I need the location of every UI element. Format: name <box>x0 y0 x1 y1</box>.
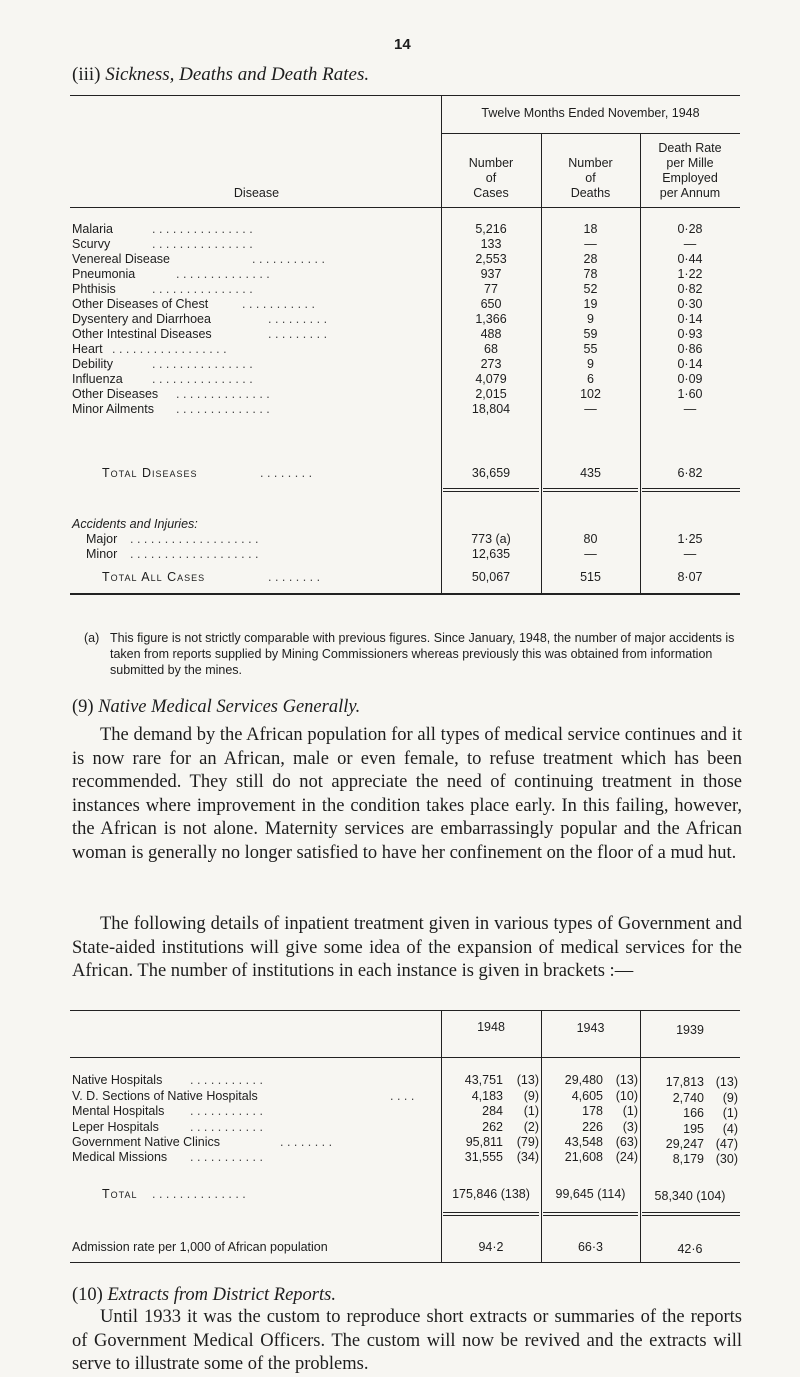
col-rate-header <box>640 141 740 201</box>
accident-label: Major <box>86 532 118 546</box>
cases-value: 1,366 <box>475 312 507 326</box>
table-row <box>72 282 740 297</box>
year-header: 1943 <box>576 1021 605 1035</box>
leader-dots: . . . . . . . . . . . . . . . . . . . <box>130 532 259 546</box>
leader-dots: . . . . . . . . . . . . . . . <box>152 357 253 371</box>
section-10-title: Extracts from District Reports. <box>107 1285 336 1305</box>
disease-name: Malaria <box>72 222 113 236</box>
paragraph-extracts: Until 1933 it was the custom to reproduce short extracts or summaries of the reports of Government Medical Officers. The custom will now be revived and the extracts will serve to illustrate some of the problems. <box>72 1307 742 1374</box>
col-deaths-line: Deaths <box>570 186 611 200</box>
value-1939: 29,247 <box>665 1137 704 1151</box>
count-1939: (4) <box>722 1122 738 1136</box>
rate-value: — <box>683 237 697 251</box>
admission-rate-label: Admission rate per 1,000 of African population <box>72 1240 328 1254</box>
value-1939: 166 <box>683 1106 704 1120</box>
admission-1948: 94·2 <box>478 1240 504 1254</box>
disease-name: Heart <box>72 342 103 356</box>
rate-value: 0·44 <box>677 252 703 266</box>
leader-dots: . . . . . . . . . . . . . . . <box>152 282 253 296</box>
value-1943: 226 <box>582 1120 603 1134</box>
cases-value: 650 <box>480 297 502 311</box>
rate-value: 0·93 <box>677 327 703 341</box>
leader-dots: . . . . . . . . <box>280 1135 333 1149</box>
count-1939: (47) <box>715 1137 738 1151</box>
cases-value: 18,804 <box>471 402 511 416</box>
value-1943: 43,548 <box>564 1135 603 1149</box>
cases-value: 2,553 <box>475 252 507 266</box>
cases-value: 488 <box>480 327 502 341</box>
count-1943: (3) <box>622 1120 638 1134</box>
section-9-heading <box>72 697 360 718</box>
rate-value: 0·86 <box>677 342 703 356</box>
deaths-value: 9 <box>587 312 594 326</box>
cases-value: 2,015 <box>475 387 507 401</box>
value-1943: 178 <box>582 1104 603 1118</box>
cases-value: 5,216 <box>475 222 507 236</box>
rate-value: 0·14 <box>677 312 703 326</box>
table-row <box>72 387 740 402</box>
total-1943: 99,645 (114) <box>555 1187 626 1201</box>
paragraph-demand: The demand by the African population for all types of medical service continues and it is now rare for an African, male or even female, to refuse treatment which has been recommended. They still do not appreciate the need of continuing treatment in those instances where improvement in the condition takes place early. In this failing, however, the African is not alone. Maternity services are embarrassingly popular and the African woman is generally no longer satisfied to have her confinement on the floor of a mud hut. <box>72 725 742 863</box>
leader-dots: . . . . . . . . <box>268 570 321 584</box>
leader-dots: . . . . . . . . . . . <box>190 1073 263 1087</box>
total-diseases-label: Total Diseases <box>102 466 198 480</box>
disease-name: Other Diseases <box>72 387 159 401</box>
table-row <box>72 297 740 312</box>
rate-value: 0·14 <box>677 357 703 371</box>
deaths-value: 9 <box>587 357 594 371</box>
leader-dots: . . . . . . . . . . . . . . <box>176 402 270 416</box>
accident-label: Minor <box>86 547 118 561</box>
leader-dots: . . . . <box>390 1089 415 1103</box>
accident-deaths: — <box>584 547 597 561</box>
table-row <box>72 327 740 342</box>
table-row <box>72 402 740 417</box>
rate-value: 1·22 <box>677 267 703 281</box>
count-1943: (1) <box>622 1104 638 1118</box>
col-rate-line: Employed <box>662 171 718 185</box>
rate-value: — <box>683 402 697 416</box>
footnote-label: (a) <box>84 631 100 645</box>
total-all-cases: 50,067 <box>471 570 511 584</box>
count-1948: (79) <box>516 1135 539 1149</box>
value-1943: 29,480 <box>564 1073 603 1087</box>
cases-value: 133 <box>480 237 502 251</box>
total-all-rate: 8·07 <box>677 570 703 584</box>
institution-label: Native Hospitals <box>72 1073 163 1087</box>
total-all-label: Total All Cases <box>102 570 206 584</box>
footnote-text: This figure is not strictly comparable with previous figures. Since January, 1948, the number of major accidents is taken from reports supplied by Mining Commissioners whereas previously this was obtained from information submitted by the mines. <box>110 631 735 677</box>
cases-value: 273 <box>480 357 502 371</box>
admission-1939: 42·6 <box>677 1242 703 1256</box>
deaths-value: — <box>584 237 597 251</box>
rate-value: 0·30 <box>677 297 703 311</box>
leader-dots: . . . . . . . . . . . <box>242 297 315 311</box>
value-1939: 195 <box>683 1122 704 1136</box>
cases-value: 77 <box>484 282 498 296</box>
rate-value: 0·82 <box>677 282 703 296</box>
cases-value: 4,079 <box>475 372 507 386</box>
count-1948: (9) <box>523 1089 539 1103</box>
value-1939: 8,179 <box>672 1152 704 1166</box>
leader-dots: . . . . . . . . . <box>268 327 328 341</box>
table-row <box>72 252 740 267</box>
count-1943: (13) <box>615 1073 638 1087</box>
count-1948: (2) <box>523 1120 539 1134</box>
col-cases-line: of <box>485 171 497 185</box>
deaths-value: 28 <box>583 252 598 266</box>
deaths-value: 52 <box>583 282 598 296</box>
value-1948: 4,183 <box>471 1089 503 1103</box>
accidents-heading: Accidents and Injuries: <box>72 517 198 531</box>
cases-value: 68 <box>484 342 498 356</box>
footnote <box>84 630 740 678</box>
col-deaths-header <box>541 156 640 201</box>
total-all-deaths: 515 <box>580 570 601 584</box>
table-row <box>72 372 740 387</box>
cases-value: 937 <box>480 267 502 281</box>
col-rate-line: per Mille <box>666 156 714 170</box>
rate-value: 1·60 <box>677 387 703 401</box>
value-1948: 284 <box>482 1104 503 1118</box>
institution-label: Government Native Clinics <box>72 1135 220 1149</box>
group-header: Twelve Months Ended November, 1948 <box>481 106 700 120</box>
leader-dots: . . . . . . . . . . . . . . . <box>152 222 253 236</box>
col-cases-line: Number <box>468 156 514 170</box>
total-1948: 175,846 (138) <box>452 1187 530 1201</box>
leader-dots: . . . . . . . . . <box>268 312 328 326</box>
accident-cases: 773 (a) <box>471 532 511 546</box>
deaths-value: 78 <box>583 267 598 281</box>
accident-cases: 12,635 <box>471 547 511 561</box>
table-row <box>72 267 740 282</box>
table-row <box>72 357 740 372</box>
count-1948: (1) <box>523 1104 539 1118</box>
leader-dots: . . . . . . . . . . . . . . . . . <box>112 342 227 356</box>
disease-name: Other Diseases of Chest <box>72 297 209 311</box>
disease-rows <box>72 222 740 417</box>
deaths-value: 59 <box>583 327 598 341</box>
page-number: 14 <box>394 36 411 53</box>
section-9-title: Native Medical Services Generally. <box>98 697 361 717</box>
section-title: Sickness, Deaths and Death Rates. <box>105 64 370 85</box>
section-heading <box>72 64 369 86</box>
col-rate-line: Death Rate <box>658 141 722 155</box>
table-row <box>72 342 740 357</box>
section-number: (iii) <box>72 64 101 85</box>
deaths-value: 6 <box>587 372 594 386</box>
leader-dots: . . . . . . . . . . . <box>190 1104 263 1118</box>
deaths-value: 18 <box>583 222 598 236</box>
total-diseases-rate: 6·82 <box>677 466 703 480</box>
accident-rate: — <box>683 547 697 561</box>
year-header: 1939 <box>676 1023 704 1037</box>
accident-deaths: 80 <box>583 532 598 546</box>
leader-dots: . . . . . . . . . . . . . . <box>176 267 270 281</box>
institution-label: V. D. Sections of Native Hospitals <box>72 1089 258 1103</box>
rate-value: 0·09 <box>677 372 703 386</box>
table-row <box>72 312 740 327</box>
col-cases-header <box>441 156 541 201</box>
year-header: 1948 <box>477 1020 505 1034</box>
table-row <box>72 222 740 237</box>
accident-rate: 1·25 <box>677 532 703 546</box>
leader-dots: . . . . . . . . . . . . . . . <box>152 237 253 251</box>
institution-label: Medical Missions <box>72 1150 168 1164</box>
disease-name: Minor Ailments <box>72 402 154 416</box>
leader-dots: . . . . . . . . . . . . . . <box>176 387 270 401</box>
section-10-number: (10) <box>72 1285 103 1305</box>
disease-name: Scurvy <box>72 237 111 251</box>
disease-name: Dysentery and Diarrhoea <box>72 312 211 326</box>
count-1948: (34) <box>516 1150 539 1164</box>
leader-dots: . . . . . . . . . . . . . . <box>152 1187 246 1201</box>
institution-label: Leper Hospitals <box>72 1120 159 1134</box>
disease-name: Venereal Disease <box>72 252 170 266</box>
disease-name: Influenza <box>72 372 123 386</box>
leader-dots: . . . . . . . . . . . <box>252 252 325 266</box>
count-1939: (13) <box>715 1075 738 1089</box>
disease-name: Other Intestinal Diseases <box>72 327 212 341</box>
deaths-value: 102 <box>580 387 601 401</box>
rate-value: 0·28 <box>677 222 703 236</box>
table2-total-label: Total <box>102 1187 138 1201</box>
leader-dots: . . . . . . . . . . . . . . . . . . . <box>130 547 259 561</box>
col-deaths-line: of <box>585 171 596 185</box>
count-1943: (10) <box>615 1089 638 1103</box>
col-deaths-line: Number <box>568 156 613 170</box>
leader-dots: . . . . . . . . . . . . . . . <box>152 372 253 386</box>
disease-name: Phthisis <box>72 282 116 296</box>
count-1939: (9) <box>722 1091 738 1105</box>
leader-dots: . . . . . . . . . . . <box>190 1120 263 1134</box>
deaths-value: — <box>584 402 597 416</box>
disease-name: Debility <box>72 357 113 371</box>
value-1943: 21,608 <box>564 1150 603 1164</box>
value-1943: 4,605 <box>571 1089 603 1103</box>
col-disease-header: Disease <box>233 186 280 200</box>
count-1943: (24) <box>615 1150 638 1164</box>
deaths-value: 19 <box>583 297 598 311</box>
paragraph-inpatient: The following details of inpatient treatment given in various types of Government and State-aided institutions will give some idea of the expansion of medical services for the African. The number of institutions in each instance is given in brackets :— <box>72 914 742 981</box>
total-1939: 58,340 (104) <box>654 1189 726 1203</box>
col-cases-line: Cases <box>473 186 509 200</box>
institution-label: Mental Hospitals <box>72 1104 165 1118</box>
deaths-value: 55 <box>583 342 598 356</box>
section-10-heading <box>72 1285 336 1306</box>
count-1943: (63) <box>615 1135 638 1149</box>
value-1939: 17,813 <box>665 1075 704 1089</box>
value-1948: 95,811 <box>465 1135 503 1149</box>
count-1939: (1) <box>722 1106 738 1120</box>
count-1939: (30) <box>715 1152 738 1166</box>
col-rate-line: per Annum <box>659 186 721 200</box>
count-1948: (13) <box>516 1073 539 1087</box>
value-1948: 262 <box>482 1120 503 1134</box>
leader-dots: . . . . . . . . <box>260 466 313 480</box>
total-diseases-deaths: 435 <box>580 466 601 480</box>
total-diseases-cases: 36,659 <box>471 466 511 480</box>
table-row <box>72 237 740 252</box>
value-1939: 2,740 <box>672 1091 704 1105</box>
value-1948: 43,751 <box>464 1073 503 1087</box>
disease-name: Pneumonia <box>72 267 136 281</box>
admission-1943: 66·3 <box>577 1240 604 1254</box>
section-9-number: (9) <box>72 697 94 717</box>
leader-dots: . . . . . . . . . . . <box>190 1150 263 1164</box>
value-1948: 31,555 <box>464 1150 503 1164</box>
